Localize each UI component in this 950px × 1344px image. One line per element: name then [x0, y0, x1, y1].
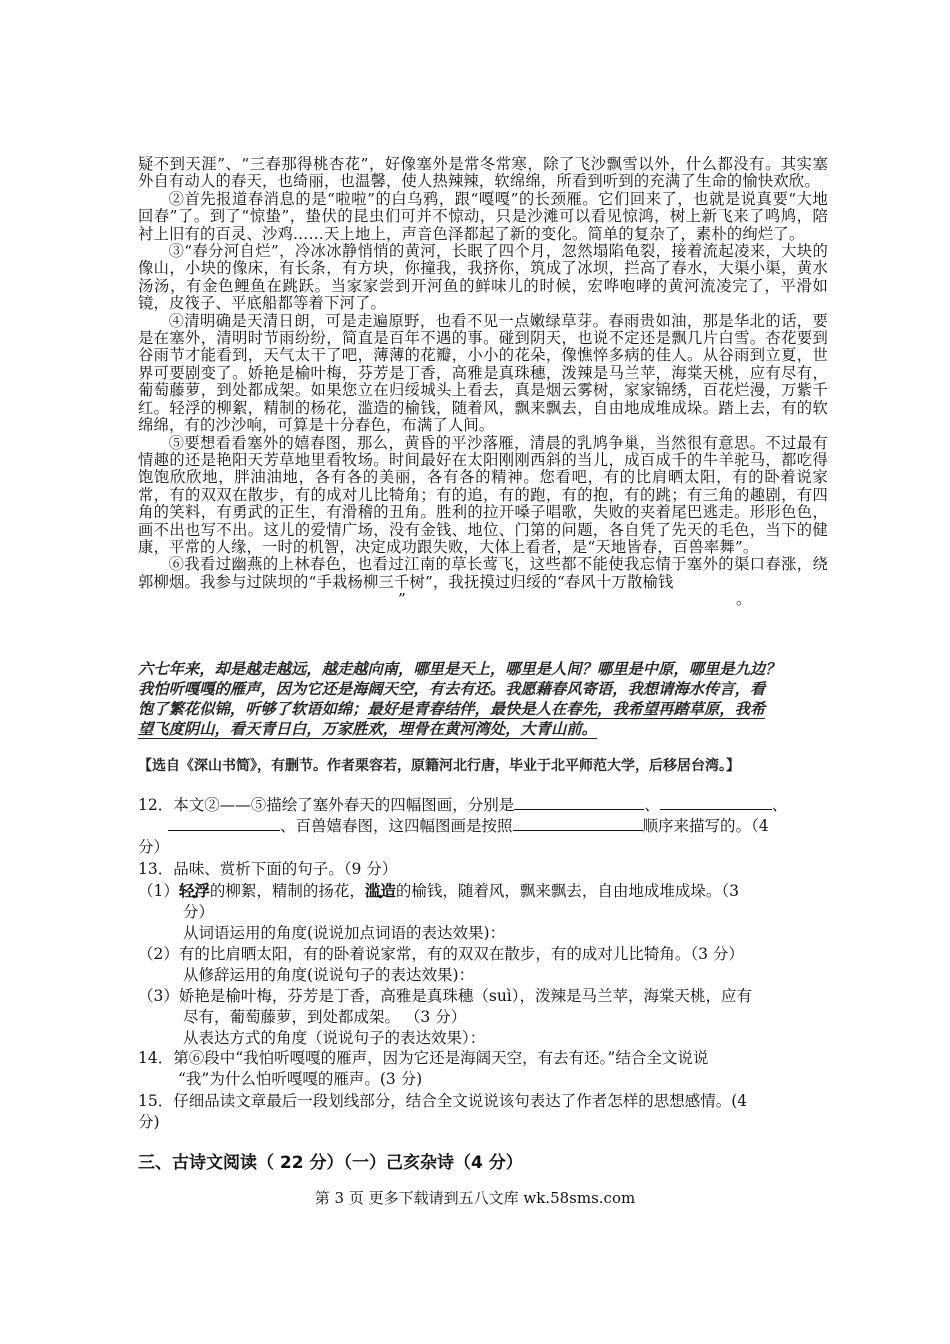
q13-s1-hint: 从词语运用的角度(说说加点词语的表达效果)：: [183, 924, 506, 942]
q13-s2-hint: 从修辞运用的角度(说说句子的表达效果)：: [183, 966, 475, 984]
q13-s1-number: （1）: [138, 882, 179, 900]
closing-line-3: [138, 699, 828, 719]
closing-line-4-underlined: 望飞度阴山，看天青日白，万家胜欢，埋骨在黄河湾处，大青山前。: [138, 720, 597, 738]
answer-blank-4[interactable]: [513, 816, 643, 831]
passage-paragraph-3: ③“春分河自烂”，冷冰冰静悄悄的黄河，长眠了四个月，忽然塌陷龟裂，接着流起凌来，大块的像山，小块的像床，有长条，有方块，你撞我，我挤你，筑成了冰坝，拦高了春水，大渠小渠，黄水汤汤，有金色鲤鱼在跳跃。当家家尝到开河鱼的鲜味儿的时候，宏哗咆哮的黄河流凌完了，平滑如镜，皮筏子、平底船都等着下河了。: [138, 242, 828, 313]
closing-line-1: 六七年来，却是越走越远，越走越向南，哪里是天上，哪里是人间？哪里是中原，哪里是九边？: [138, 660, 781, 678]
q13-s1-dotted-word-1: 轻浮: [178, 881, 210, 900]
q15-line-1: 15．仔细品读文章最后一段划线部分，结合全文说说该句表达了作者怎样的思想感情。(4: [138, 1092, 748, 1110]
answer-blank-3[interactable]: [168, 816, 280, 831]
q12-sep-2: 、: [771, 796, 788, 814]
q12-text-e: 顺序来描写的。（4: [642, 817, 769, 835]
q13-s1-mid: 的柳絮，精制的扬花，: [209, 882, 365, 900]
question-14: [138, 1048, 828, 1090]
passage: [138, 156, 828, 609]
paragraph-6-period: 。: [736, 590, 752, 609]
q12-line-2: [138, 816, 828, 837]
question-15: [138, 1091, 828, 1133]
passage-paragraph-4: ④清明确是天清日朗，可是走遍原野，也看不见一点嫩绿草芽。春雨贵如油，那是华北的话，要是在塞外，清明时节雨纷纷，简直是百年不遇的事。碰到阴天，也说不定还是飘几片白雪。杏花要到谷雨节才能看到，天气太干了吧，薄薄的花瓣，小小的花朵，像憔悴多病的佳人。从谷雨到立夏，世界可要剧变了。娇艳是榆叶梅，芬芳是丁香，高雅是真珠穗，泼辣是马兰苹，海棠天桃，应有尽有，葡萄藤萝，到处都成架。如果您立在归绥城头上看去，真是烟云雾树，家家锦绣，百花烂漫，万紫千红。轻浮的柳絮，精制的杨花，滥造的榆钱，随着风，飘来飘去，自由地成堆成垛。踏上去，有的软绵绵，有的沙沙响，可算是十分春色，布满了人间。: [138, 311, 828, 435]
q13-heading: 13．品味、赏析下面的句子。（9 分）: [138, 860, 398, 878]
paragraph-6-text: ⑥我看过幽燕的上林春色，也看过江南的草长莺飞，这些都不能使我忘情于塞外的渠口春涨，绕郭柳烟。我参与过陕坝的“手栽杨柳三千树”，我抚摸过归绥的“春风十万散榆钱: [138, 555, 828, 591]
section-3-heading: 三、古诗文阅读（ 22 分）（一）己亥杂诗（4 分）: [138, 1153, 523, 1173]
passage-paragraph-2: ②首先报道春消息的是“啦啦”的白乌鸦，跟“嘎嘎”的长颈雁。它们回来了，也就是说真要“大地回春”了。到了“惊蛰”，蛰伏的昆虫们可并不惊动，只是沙滩可以看见惊鸿，树上新飞来了鸣鸠，陪衬上旧有的百灵、沙鸡……天上地上，声音色泽都起了新的变化。简单的复杂了，素朴的绚烂了。: [138, 189, 828, 243]
closing-line-3-plain: 饱了繁花似锦，听够了软语如绵；: [138, 700, 368, 718]
page-footer: 第 3 页 更多下载请到五八文库 wk.58sms.com: [314, 1189, 636, 1207]
handwritten-closing-paragraph: [138, 659, 828, 739]
question-13: [138, 859, 828, 1049]
q13-sentence-1: [138, 880, 828, 902]
q12-text-a: 12．本文②——⑤描绘了塞外春天的四幅图画，分别是: [138, 796, 515, 814]
q12-line-3: 分）: [138, 838, 170, 856]
closing-line-2: 我怕听嘎嘎的雁声，因为它还是海阔天空，有去有还。我愿藉春风寄语，我想请海水传言，看: [138, 680, 766, 698]
passage-paragraph-5: ⑤要想看看塞外的嬉春图，那么，黄昏的平沙落雁，清晨的乳鸠争巢，当然很有意思。不过最有情趣的还是艳阳天芳草地里看牧场。时间最好在太阳刚刚西斜的当儿，成百成千的牛羊驼马，都吃得饱饱欣欣地，胖油油地，各有各的美丽，各有各的精神。您看吧，有的比肩晒太阳，有的卧着说家常，有的双双在散步，有的成对儿比犄角；有的追，有的跑，有的抱，有的跳；有三角的趣剧，有四角的笑料，有勇武的正生，有滑稽的丑角。胜利的拉开嗓子唱歌，失败的夹着尾巴逃走。形形色色，画不出也写不出。这儿的爱情广场，没有金钱、地位、门第的问题，各自凭了先天的毛色，当下的健康，平常的人缘，一时的机智，决定成功跟失败，大体上看者，是“天地皆春，百兽率舞”。: [138, 433, 828, 556]
q13-s3-hint: 从表达方式的角度（说说句子的表达效果）：: [183, 1029, 486, 1047]
closing-line-3-underlined: 最好是青春结伴，最快是人在春先，我希望再踏草原，我希: [367, 700, 766, 718]
q13-s1-post: 的榆钱，随着风，飘来飘去，自由地成堆成垛。（3: [395, 882, 740, 900]
q13-sentence-3: （3）娇艳是榆叶梅，芬芳是丁香，高雅是真珠穗（suì），泼辣是马兰苹，海棠天桃，应有: [138, 987, 753, 1005]
q13-s1-dotted-word-2: 滥造: [364, 881, 396, 900]
q12-sep-1: 、: [644, 796, 660, 814]
question-12: [138, 795, 828, 858]
paragraph-6-close-quote: ”: [398, 590, 407, 609]
source-note: 【选自《深山书简》，有删节。作者栗容若，原籍河北行唐，毕业于北平师范大学，后移居台湾。】: [138, 758, 740, 774]
q14-line-2: “我”为什么怕听嘎嘎的雁声。(3 分): [178, 1070, 423, 1088]
answer-blank-2[interactable]: [660, 795, 772, 810]
closing-line-4: [138, 719, 828, 739]
answer-blank-1[interactable]: [514, 795, 644, 810]
q13-sentence-2: （2）有的比肩晒太阳，有的卧着说家常，有的双双在散步，有的成对儿比犄角。（3 分）: [138, 945, 744, 963]
passage-paragraph-1: 疑不到天涯”、“三春那得桃杏花”，好像塞外是常冬常寒，除了飞沙飘雪以外，什么都没有。其实塞外自有动人的春天，也绮丽，也温馨，使人热辣辣，软绵绵，所看到听到的充满了生命的愉快欢欣。: [138, 155, 828, 191]
q14-line-1: 14．第⑥段中“我怕听嘎嘎的雁声，因为它还是海阔天空，有去有还。”结合全文说说: [138, 1049, 709, 1067]
q13-sentence-3-cont: 尽有，葡萄藤萝，到处都成架。 （3 分）: [183, 1008, 467, 1026]
q15-line-2: 分): [138, 1113, 160, 1131]
q12-line-1: [138, 795, 828, 816]
passage-paragraph-6: [138, 556, 828, 608]
q13-s1-score: 分）: [183, 903, 215, 921]
q12-text-d: 、百兽嬉春图，这四幅图画是按照: [280, 817, 513, 835]
